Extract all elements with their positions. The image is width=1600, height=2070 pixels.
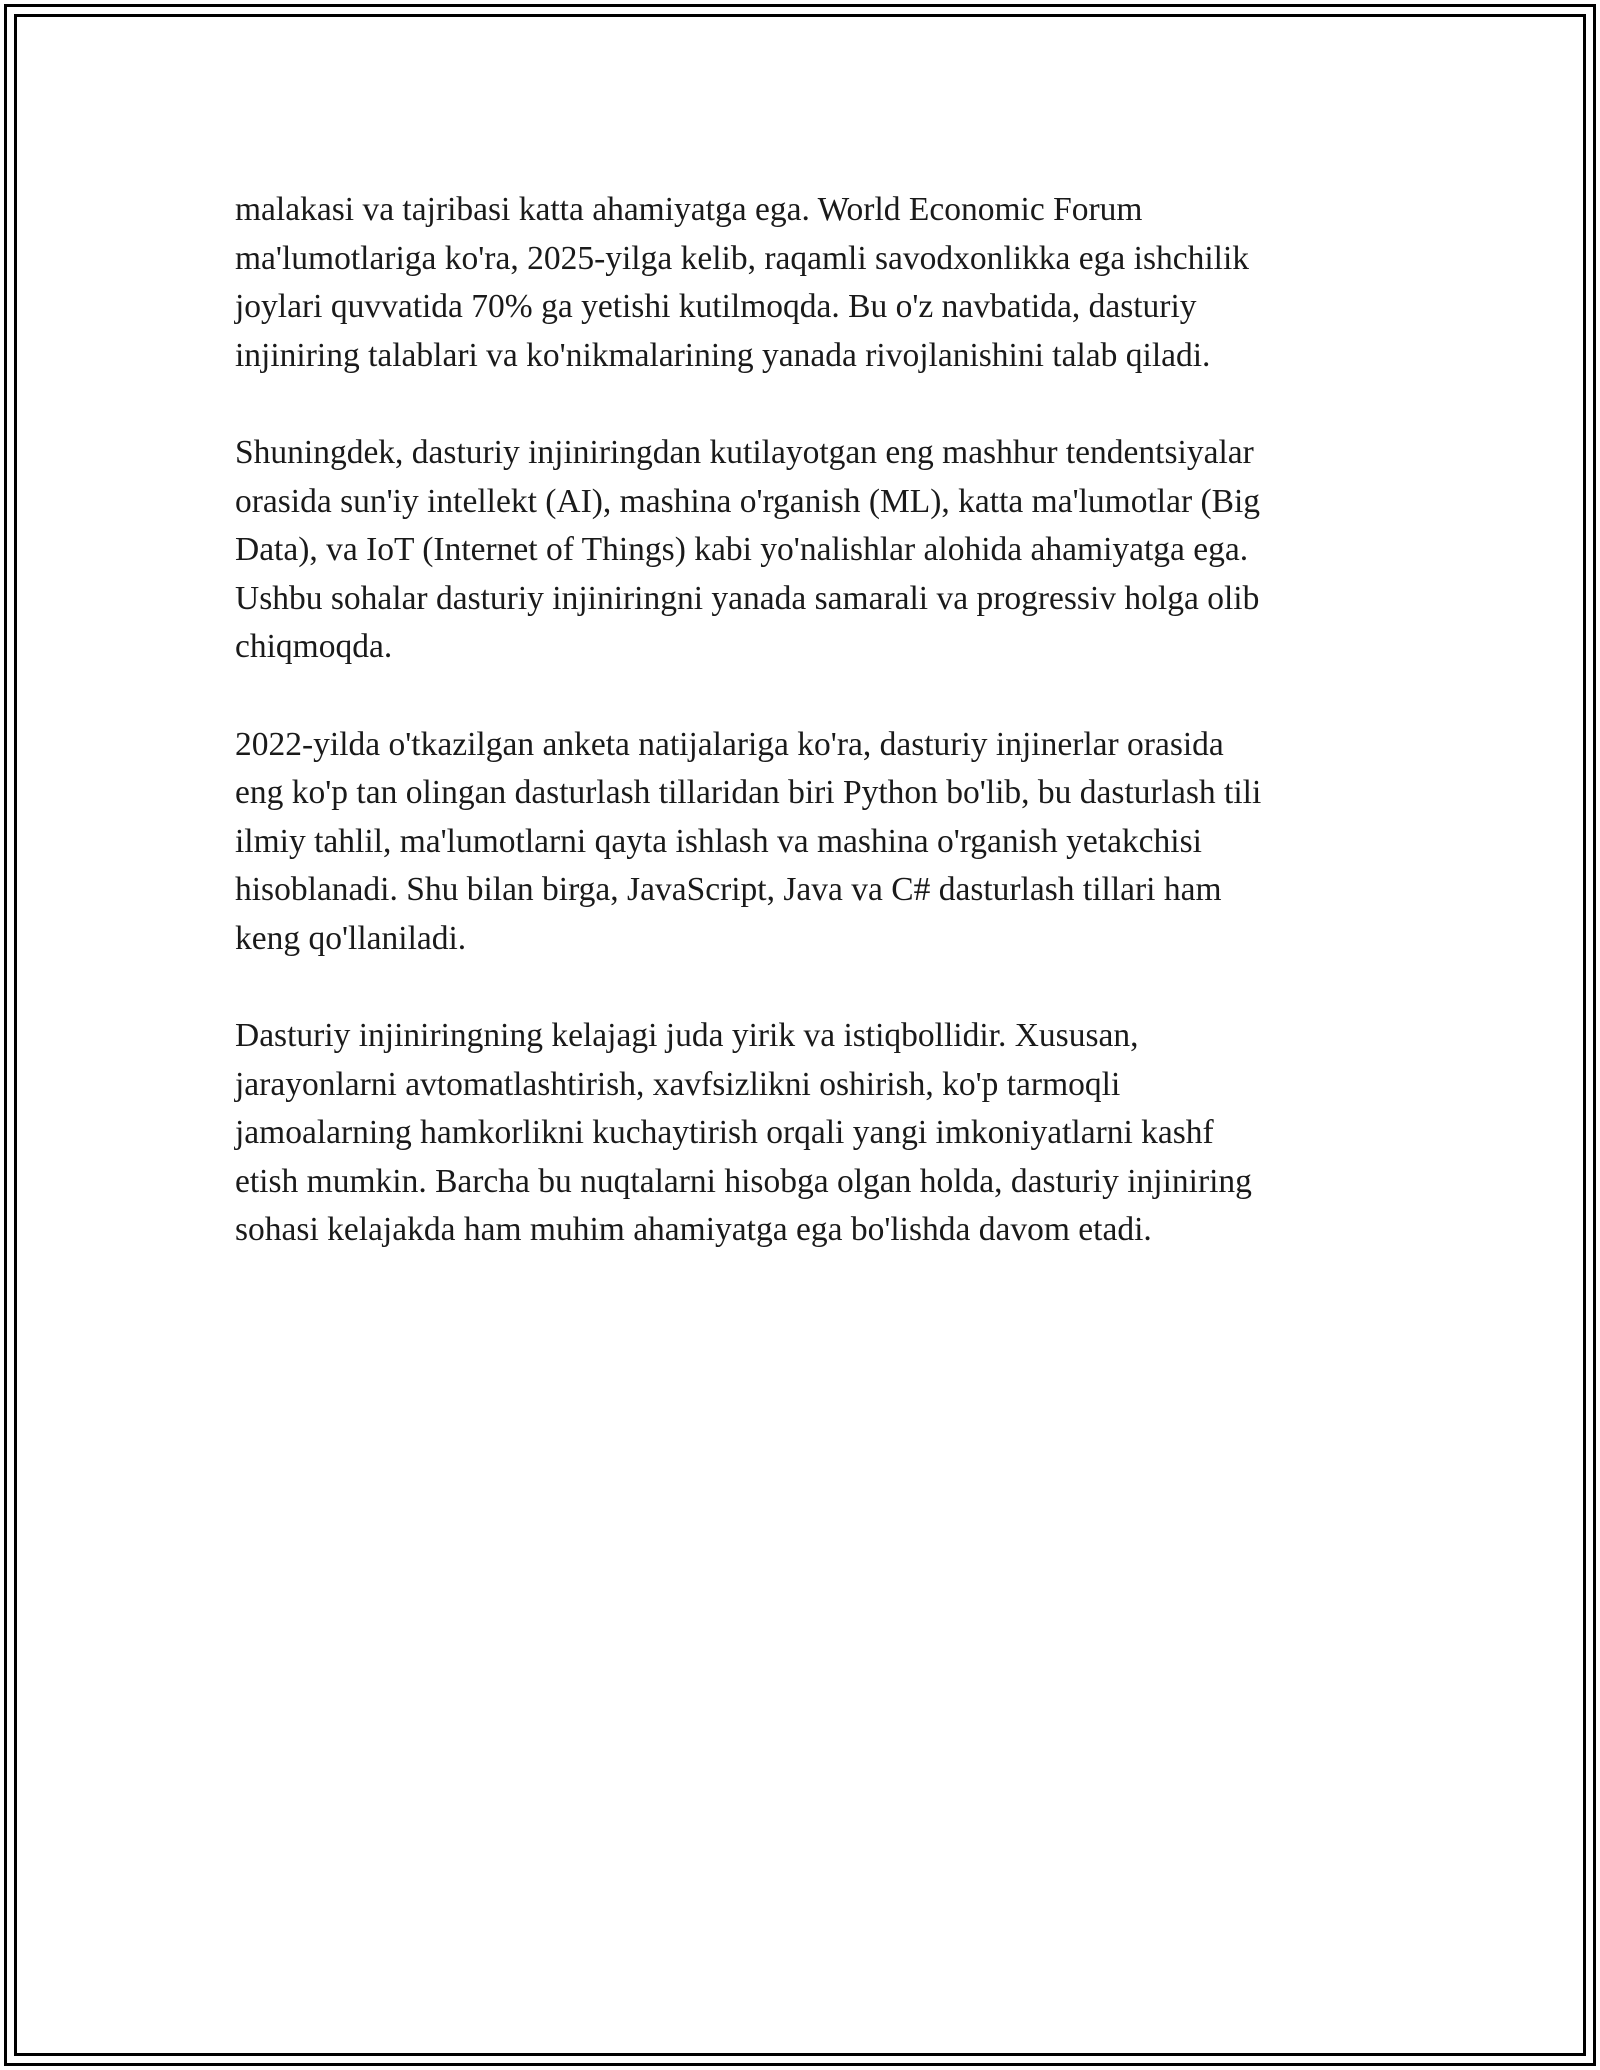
paragraph xyxy=(235,1012,1375,1255)
text-line: Dasturiy injiniringning kelajagi juda yirik va istiqbollidir. Xususan, xyxy=(235,1017,1139,1055)
text-line: chiqmoqda. xyxy=(235,628,393,666)
text-line: Data), va IoT (Internet of Things) kabi yo'nalishlar alohida ahamiyatga ega. xyxy=(235,531,1249,569)
document-body xyxy=(235,186,1375,1304)
text-line: Ushbu sohalar dasturiy injiniringni yanada samarali va progressiv holga olib xyxy=(235,579,1260,617)
text-line: injiniring talablari va ko'nikmalarining yanada rivojlanishini talab qiladi. xyxy=(235,336,1211,374)
text-line: malakasi va tajribasi katta ahamiyatga ega. World Economic Forum xyxy=(235,191,1143,228)
text-line: eng ko'p tan olingan dasturlash tillaridan biri Python bo'lib, bu dasturlash tili xyxy=(235,774,1262,812)
paragraph xyxy=(235,186,1375,380)
paragraph xyxy=(235,721,1375,964)
text-line: orasida sun'iy intellekt (AI), mashina o'rganish (ML), katta ma'lumotlar (Big xyxy=(235,482,1261,520)
text-line: sohasi kelajakda ham muhim ahamiyatga ega bo'lishda davom etadi. xyxy=(235,1211,1152,1249)
text-line: joylari quvvatida 70% ga yetishi kutilmoqda. Bu o'z navbatida, dasturiy xyxy=(235,288,1197,326)
paragraph xyxy=(235,429,1375,672)
text-line: hisoblanadi. Shu bilan birga, JavaScript, Java va C# dasturlash tillari ham xyxy=(235,871,1222,909)
text-line: jarayonlarni avtomatlashtirish, xavfsizlikni oshirish, ko'p tarmoqli xyxy=(235,1065,1121,1103)
text-line: etish mumkin. Barcha bu nuqtalarni hisobga olgan holda, dasturiy injiniring xyxy=(235,1162,1252,1200)
text-line: ma'lumotlariga ko'ra, 2025-yilga kelib, raqamli savodxonlikka ega ishchilik xyxy=(235,239,1250,277)
text-line: jamoalarning hamkorlikni kuchaytirish orqali yangi imkoniyatlarni kashf xyxy=(235,1114,1214,1152)
text-line: keng qo'llaniladi. xyxy=(235,919,467,957)
text-line: Shuningdek, dasturiy injiniringdan kutilayotgan eng mashhur tendentsiyalar xyxy=(235,433,1254,471)
text-line: ilmiy tahlil, ma'lumotlarni qayta ishlash va mashina o'rganish yetakchisi xyxy=(235,822,1202,860)
text-line: 2022-yilda o'tkazilgan anketa natijalariga ko'ra, dasturiy injinerlar orasida xyxy=(235,725,1224,763)
